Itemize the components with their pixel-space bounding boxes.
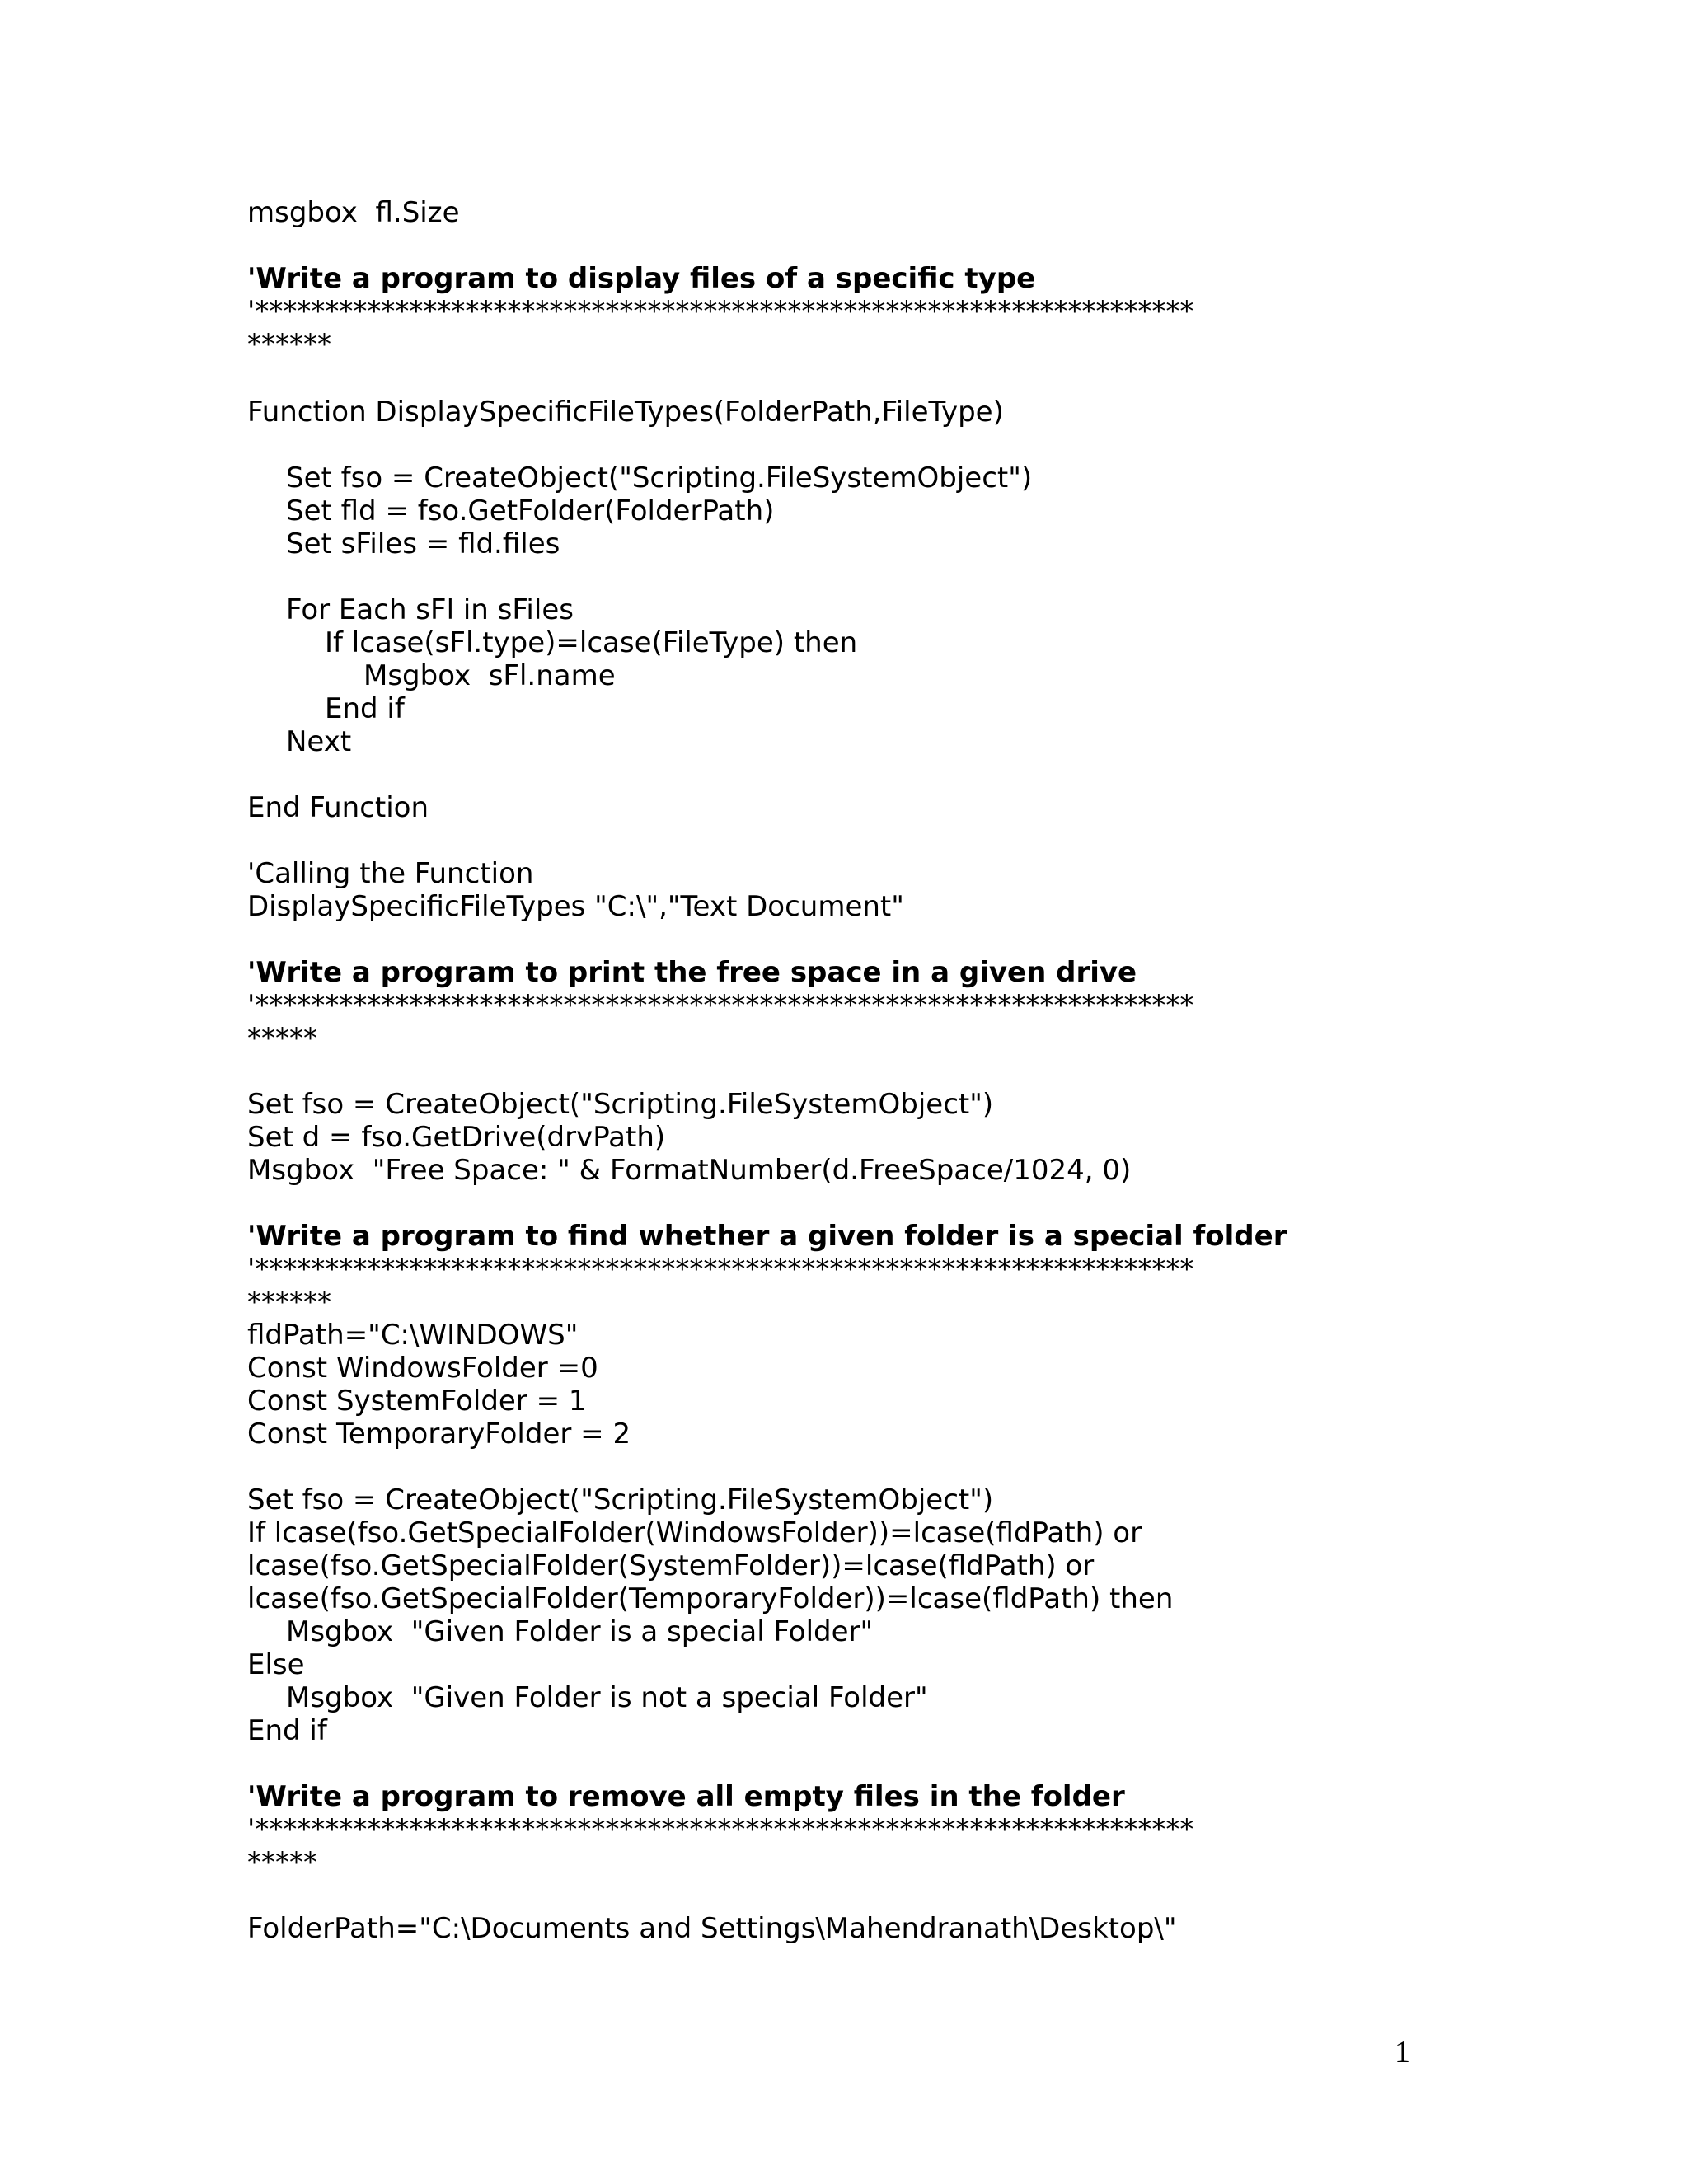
separator-line: '******************************************************************* <box>247 989 1194 1022</box>
section-heading-remove-empty-files: 'Write a program to remove all empty files in the folder <box>247 1780 1125 1813</box>
separator-line: '******************************************************************* <box>247 295 1194 328</box>
code-line: Msgbox "Given Folder is not a special Folder" <box>286 1681 928 1714</box>
separator-line: ***** <box>247 1846 317 1879</box>
code-line: Msgbox sFl.name <box>363 659 616 692</box>
separator-line: ****** <box>247 1286 331 1319</box>
code-line: msgbox fl.Size <box>247 196 460 229</box>
code-line: If lcase(fso.GetSpecialFolder(WindowsFolder))=lcase(fldPath) or <box>247 1516 1142 1549</box>
code-line: If lcase(sFl.type)=lcase(FileType) then <box>325 626 858 659</box>
code-line: End if <box>325 692 405 725</box>
code-line: Set fso = CreateObject("Scripting.FileSystemObject") <box>247 1088 994 1121</box>
code-line: Set fso = CreateObject("Scripting.FileSystemObject") <box>286 462 1033 494</box>
code-line: End Function <box>247 791 429 824</box>
section-heading-display-files: 'Write a program to display files of a specific type <box>247 262 1036 295</box>
code-line: lcase(fso.GetSpecialFolder(TemporaryFolder))=lcase(fldPath) then <box>247 1582 1174 1615</box>
code-line: Set fld = fso.GetFolder(FolderPath) <box>286 494 775 527</box>
code-line: DisplaySpecificFileTypes "C:\","Text Document" <box>247 890 904 923</box>
code-line: Set fso = CreateObject("Scripting.FileSystemObject") <box>247 1483 994 1516</box>
code-line: lcase(fso.GetSpecialFolder(SystemFolder))=lcase(fldPath) or <box>247 1549 1095 1582</box>
separator-line: '******************************************************************* <box>247 1813 1194 1846</box>
page-number: 1 <box>1395 2035 1410 2069</box>
separator-line: ****** <box>247 328 331 361</box>
code-line: Msgbox "Given Folder is a special Folder" <box>286 1615 874 1648</box>
code-line: Set d = fso.GetDrive(drvPath) <box>247 1121 666 1154</box>
code-line: Const TemporaryFolder = 2 <box>247 1418 631 1451</box>
separator-line: ***** <box>247 1022 317 1055</box>
separator-line: '******************************************************************* <box>247 1253 1194 1286</box>
code-line: FolderPath="C:\Documents and Settings\Mahendranath\Desktop\" <box>247 1912 1177 1945</box>
code-line: Set sFiles = fld.files <box>286 527 560 560</box>
code-line: Msgbox "Free Space: " & FormatNumber(d.FreeSpace/1024, 0) <box>247 1154 1132 1187</box>
section-heading-free-space: 'Write a program to print the free space in a given drive <box>247 956 1137 989</box>
code-line: Const SystemFolder = 1 <box>247 1385 587 1418</box>
code-line: Else <box>247 1648 305 1681</box>
code-line: Function DisplaySpecificFileTypes(FolderPath,FileType) <box>247 396 1004 429</box>
code-line: Const WindowsFolder =0 <box>247 1352 598 1385</box>
code-line: Next <box>286 725 352 758</box>
code-line: End if <box>247 1714 327 1747</box>
code-line: 'Calling the Function <box>247 857 534 890</box>
code-line: fldPath="C:\WINDOWS" <box>247 1319 579 1352</box>
code-line: For Each sFl in sFiles <box>286 593 574 626</box>
section-heading-special-folder: 'Write a program to find whether a given folder is a special folder <box>247 1220 1287 1253</box>
